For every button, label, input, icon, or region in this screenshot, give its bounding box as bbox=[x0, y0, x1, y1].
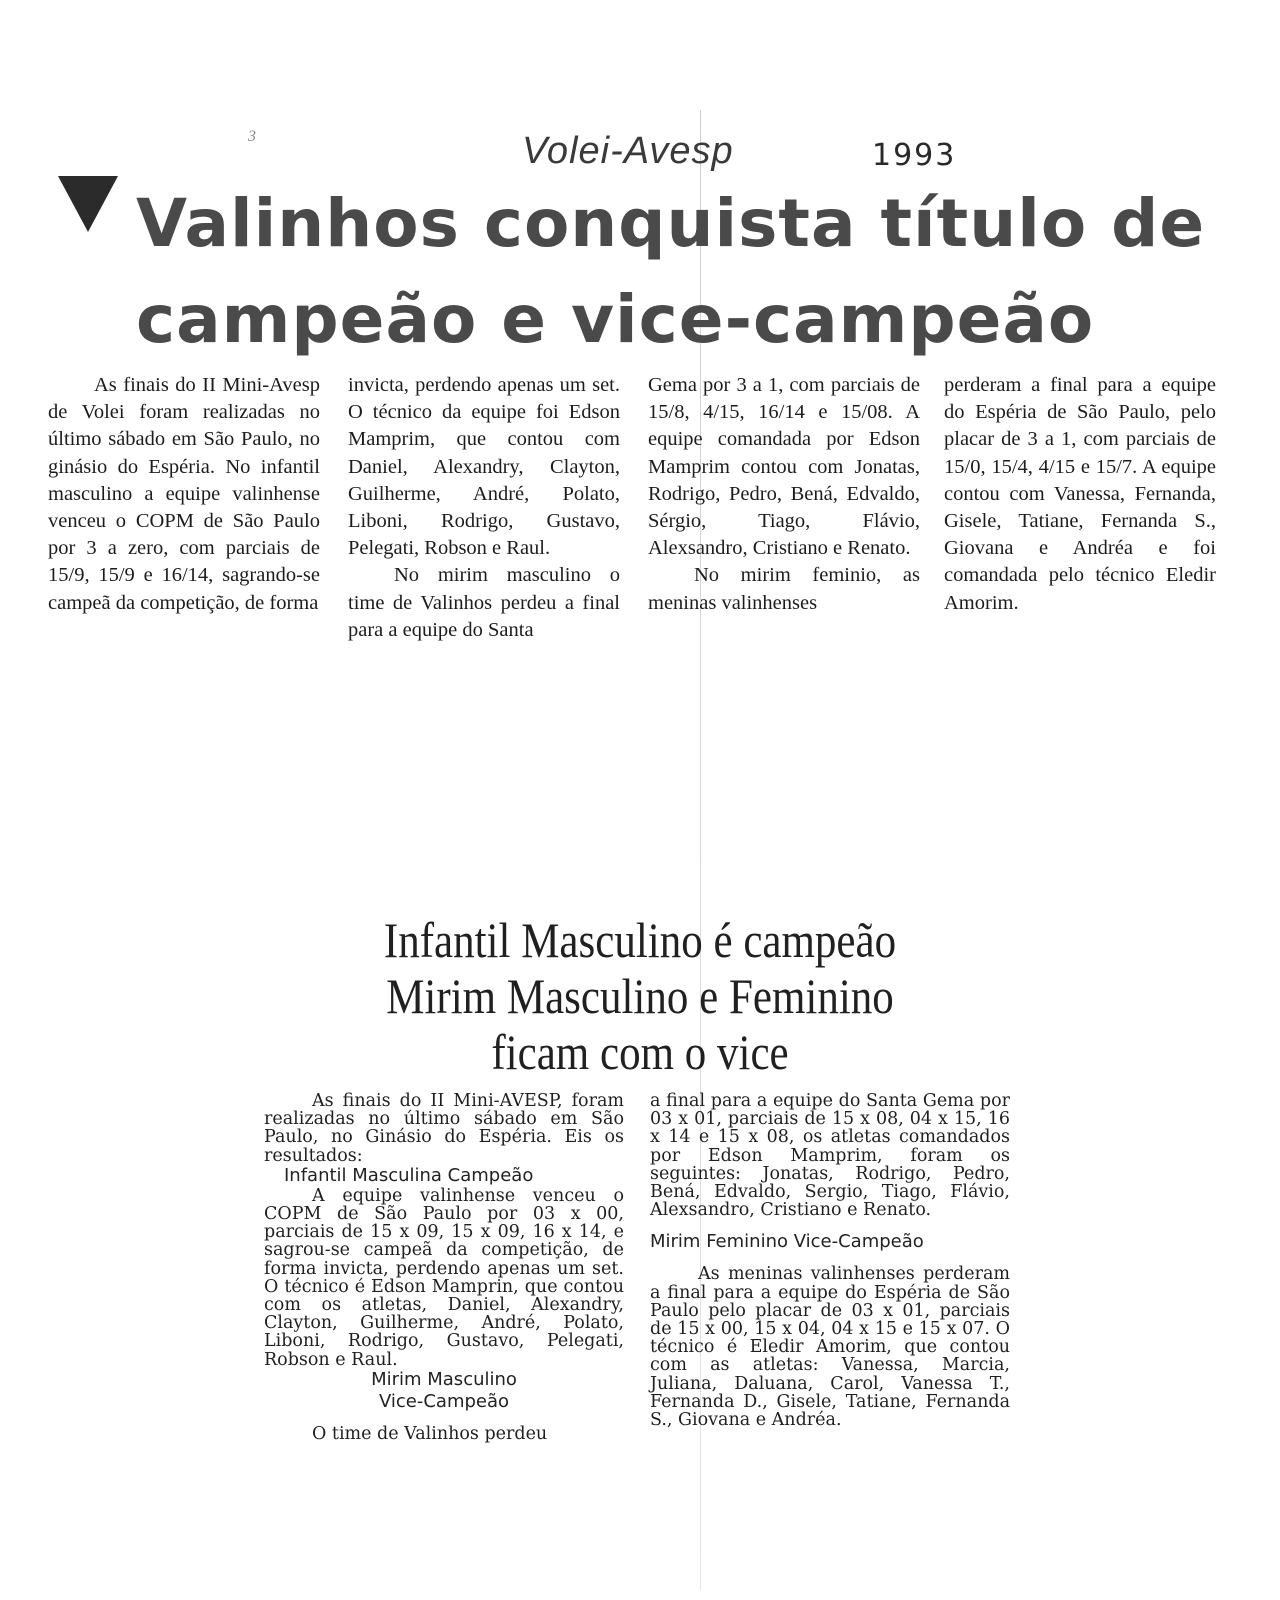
article2-intro: As finais do II Mini-AVESP, foram realizadas no último sábado em São Paulo, no Ginásio do Espéria. Eis os resultados: bbox=[264, 1091, 624, 1166]
article2-paragraph-mirim-cont: a final para a equipe do Santa Gema por 03 x 01, parciais de 15 x 08, 04 x 15, 16 x 14 e 15 x 08, os atletas comandados por Edson Mamprim, foram os seguintes: Jonatas, Rodrigo, Pedro, Bená, Edvaldo, Sergio, Tiago, Flávio, Alexsandro, Cristiano e Renato. bbox=[650, 1091, 1010, 1221]
subheading-vice-campeao: Vice-Campeão bbox=[378, 1390, 510, 1412]
article1-col1-text: As finais do II Mini-Avesp de Volei foram realizadas no último sábado em São Paulo, no ginásio do Espéria. No infantil masculino a equipe valinhense venceu o COPM de São Paulo por 3 a zero, com parciais de 15/9, 15/9 e 16/14, sagrando-se campeã da competição, de forma bbox=[48, 374, 320, 614]
article1-col2-text: invicta, perdendo apenas um set. O técnico da equipe foi Edson Mamprim, que contou com Daniel, Alexandry, Clayton, Guilherme, André, Polato, Liboni, Rodrigo, Gustavo, Pelegati, Robson e Raul. bbox=[348, 374, 620, 560]
corner-handwritten-mark: 3 bbox=[248, 128, 256, 145]
article1-column-3 bbox=[648, 372, 920, 617]
subheading-infantil-masculina: Infantil Masculina Campeão bbox=[284, 1164, 534, 1186]
subheading-mirim-masculino: Mirim Masculino bbox=[371, 1368, 517, 1390]
article1-column-2 bbox=[348, 372, 620, 644]
article1-col2-text-2: No mirim masculino o time de Valinhos perdeu a final para a equipe do Santa bbox=[348, 564, 620, 641]
article2-column-2 bbox=[650, 1092, 1010, 1429]
section-label: Volei-Avesp bbox=[522, 130, 734, 172]
article2-column-1 bbox=[264, 1092, 624, 1443]
article1-col4-text: perderam a final para a equipe do Espéria de São Paulo, pelo placar de 3 a 1, com parciais de 15/0, 15/4, 4/15 e 15/7. A equipe contou com Vanessa, Fernanda, Gisele, Tatiane, Fernanda S., Giovana e Andréa e foi comandada pelo técnico Eledir Amorim. bbox=[944, 374, 1216, 614]
article2-paragraph-feminino: As meninas valinhenses perderam a final para a equipe do Espéria de São Paulo pelo placar de 03 x 01, parciais de 15 x 00, 15 x 04, 04 x 15 e 15 x 07. O técnico é Eledir Amorim, que contou com as atletas: Vanessa, Marcia, Juliana, Daluana, Carol, Vanessa T., Fernanda D., Gisele, Tatiane, Fernanda S., Giovana e Andréa. bbox=[650, 1264, 1010, 1431]
article1-column-1 bbox=[48, 372, 320, 617]
handwritten-year: 1993 bbox=[872, 138, 957, 173]
subheading-mirim-feminino: Mirim Feminino Vice-Campeão bbox=[650, 1231, 924, 1253]
article2-headline-line1: Infantil Masculino é campeão bbox=[383, 912, 897, 968]
article2-paragraph-mirim-start: O time de Valinhos perdeu bbox=[312, 1423, 548, 1444]
article1-col3-text-2: No mirim feminio, as meninas valinhenses bbox=[648, 564, 920, 614]
triangle-bullet-icon bbox=[58, 176, 118, 232]
article2-headline-line3: ficam com o vice bbox=[491, 1024, 789, 1080]
article2-headline bbox=[262, 912, 1019, 1080]
article1-column-4 bbox=[944, 372, 1216, 617]
article1-col3-text: Gema por 3 a 1, com parciais de 15/8, 4/15, 16/14 e 15/08. A equipe comandada por Edson Mamprim contou com Jonatas, Rodrigo, Pedro, Bená, Edvaldo, Sérgio, Tiago, Flávio, Alexsandro, Cristiano e Renato. bbox=[648, 374, 920, 560]
article2-headline-line2: Mirim Masculino e Feminino bbox=[386, 968, 894, 1024]
article1-headline: Valinhos conquista título de campeão e vice-campeão bbox=[136, 185, 1206, 358]
article2-paragraph-infantil: A equipe valinhense venceu o COPM de São Paulo por 03 x 00, parciais de 15 x 09, 15 x 09, 16 x 14, e sagrou-se campeã da competição, de forma invicta, perdendo apenas um set. O técnico é Edson Mamprin, que contou com os atletas, Daniel, Alexandry, Clayton, Guilherme, André, Polato, Liboni, Rodrigo, Gustavo, Pelegati, Robson e Raul. bbox=[264, 1185, 624, 1370]
